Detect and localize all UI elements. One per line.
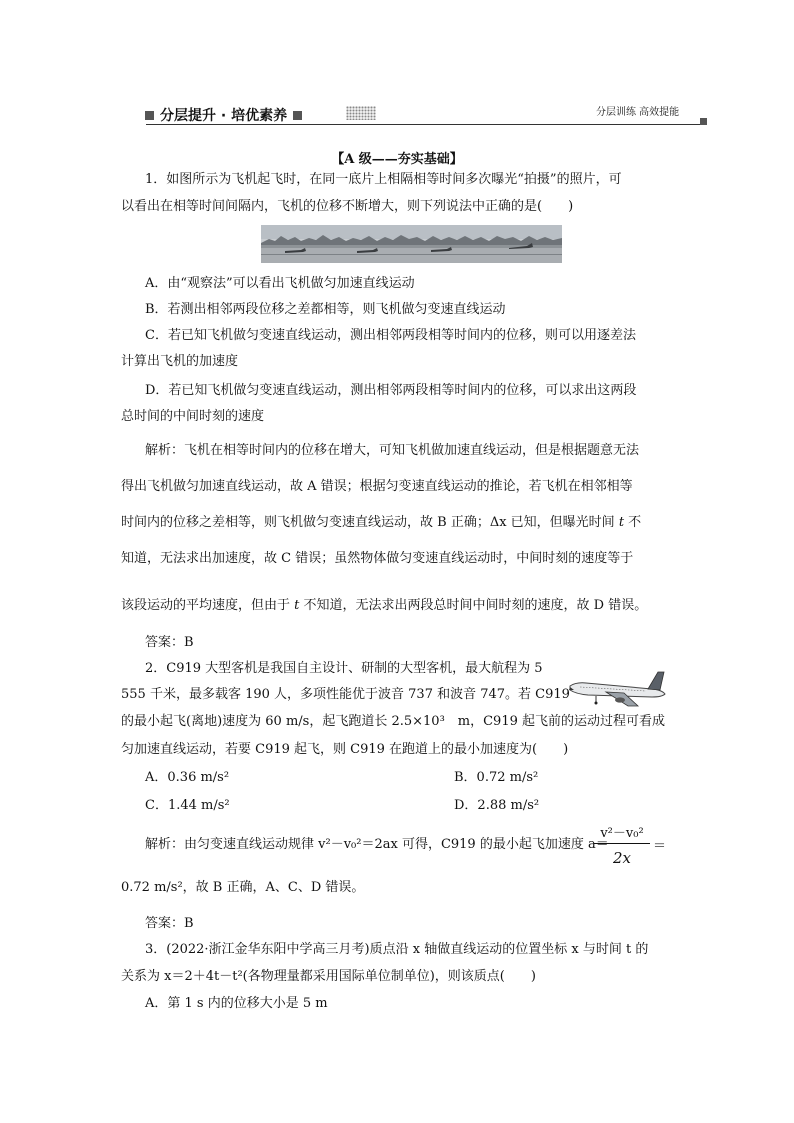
q2-stem-line4: 匀加速直线运动，若要 C919 起飞，则 C919 在跑道上的最小加速度为( )	[121, 742, 569, 757]
q2-stem-line3: 的最小起飞(离地)速度为 60 m/s，起飞跑道长 2.5×10³ m，C919 起飞前的运动过程可看成	[121, 714, 666, 729]
q1-option-d-line1: D．若已知飞机做匀变速直线运动，测出相邻两段相等时间内的位移，可以求出这两段	[145, 383, 637, 398]
q1-explanation-line2: 得出飞机做匀加速直线运动，故 A 错误；根据匀变速直线运动的推论，若飞机在相邻相等	[121, 479, 633, 494]
q2-answer: 答案：B	[145, 916, 194, 931]
equals-sign: ＝	[653, 839, 667, 854]
c919-airplane-photo	[566, 666, 670, 710]
q1-explanation-line5: 该段运动的平均速度，但由于 t 不知道，无法求出两段总时间中间时刻的速度，故 D 错误。	[121, 598, 648, 613]
q1-option-b: B．若测出相邻两段位移之差都相等，则飞机做匀变速直线运动	[145, 302, 506, 317]
square-bullet-icon	[700, 118, 707, 125]
q1-explanation-line4: 知道，无法求出加速度，故 C 错误；虽然物体做匀变速直线运动时，中间时刻的速度等于	[121, 551, 634, 566]
q2-option-d: D．2.88 m/s²	[454, 798, 540, 813]
q3-stem-line2: 关系为 x＝2＋4t－t²(各物理量都采用国际单位制单位)，则该质点( )	[121, 969, 536, 984]
page-title: 分层提升 · 培优素养	[160, 108, 288, 124]
q2-option-b: B．0.72 m/s²	[454, 770, 539, 785]
q1-option-c-line1: C．若已知飞机做匀变速直线运动，测出相邻两段相等时间内的位移，则可以用逐差法	[145, 328, 636, 343]
square-bullet-icon	[145, 111, 154, 120]
q1-option-a: A．由“观察法”可以看出飞机做匀加速直线运动	[145, 276, 415, 291]
q3-option-a: A．第 1 s 内的位移大小是 5 m	[145, 996, 328, 1011]
section-heading: 【A 级——夯实基础】	[331, 152, 463, 167]
square-bullet-icon	[293, 111, 302, 120]
q1-stem-line2: 以看出在相等时间间隔内，飞机的位移不断增大，则下列说法中正确的是( )	[121, 199, 574, 214]
fraction-denominator: 2x	[612, 849, 631, 867]
q1-option-c-line2: 计算出飞机的加速度	[121, 354, 239, 369]
q2-option-c: C．1.44 m/s²	[145, 798, 230, 813]
fraction-bar	[594, 843, 650, 844]
header-subtitle: 分层训练 高效提能	[596, 107, 680, 118]
q2-option-a: A．0.36 m/s²	[145, 770, 230, 785]
q1-explanation-line3: 时间内的位移之差相等，则飞机做匀变速直线运动，故 B 正确；Δx 已知，但曝光时间 t 不	[121, 515, 642, 530]
q1-stem-line1: 1．如图所示为飞机起飞时，在同一底片上相隔相等时间多次曝光“拍摄”的照片，可	[145, 172, 622, 187]
q2-stem-line1: 2．C919 大型客机是我国自主设计、研制的大型客机，最大航程为 5	[145, 661, 543, 676]
q1-option-d-line2: 总时间的中间时刻的速度	[121, 409, 265, 424]
q1-answer: 答案：B	[145, 635, 194, 650]
header-banner	[145, 105, 302, 125]
q2-explanation-line2: 0.72 m/s²，故 B 正确，A、C、D 错误。	[121, 880, 365, 895]
dotted-pattern-icon	[346, 106, 376, 120]
header-rule	[146, 124, 702, 125]
q3-stem-line1: 3．(2022·浙江金华东阳中学高三月考)质点沿 x 轴做直线运动的位置坐标 x 与时间 t 的	[145, 942, 649, 957]
fraction-numerator: v²－v₀²	[600, 826, 644, 841]
q2-stem-line2: 555 千米，最多载客 190 人，多项性能优于波音 737 和波音 747。若 C919	[121, 687, 570, 702]
airport-photo	[261, 225, 562, 263]
q2-explanation-line1: 解析：由匀变速直线运动规律 v²－v₀²＝2ax 可得，C919 的最小起飞加速度 a＝	[145, 837, 609, 852]
q1-explanation-line1: 解析：飞机在相等时间内的位移在增大，可知飞机做加速直线运动，但是根据题意无法	[145, 443, 640, 458]
